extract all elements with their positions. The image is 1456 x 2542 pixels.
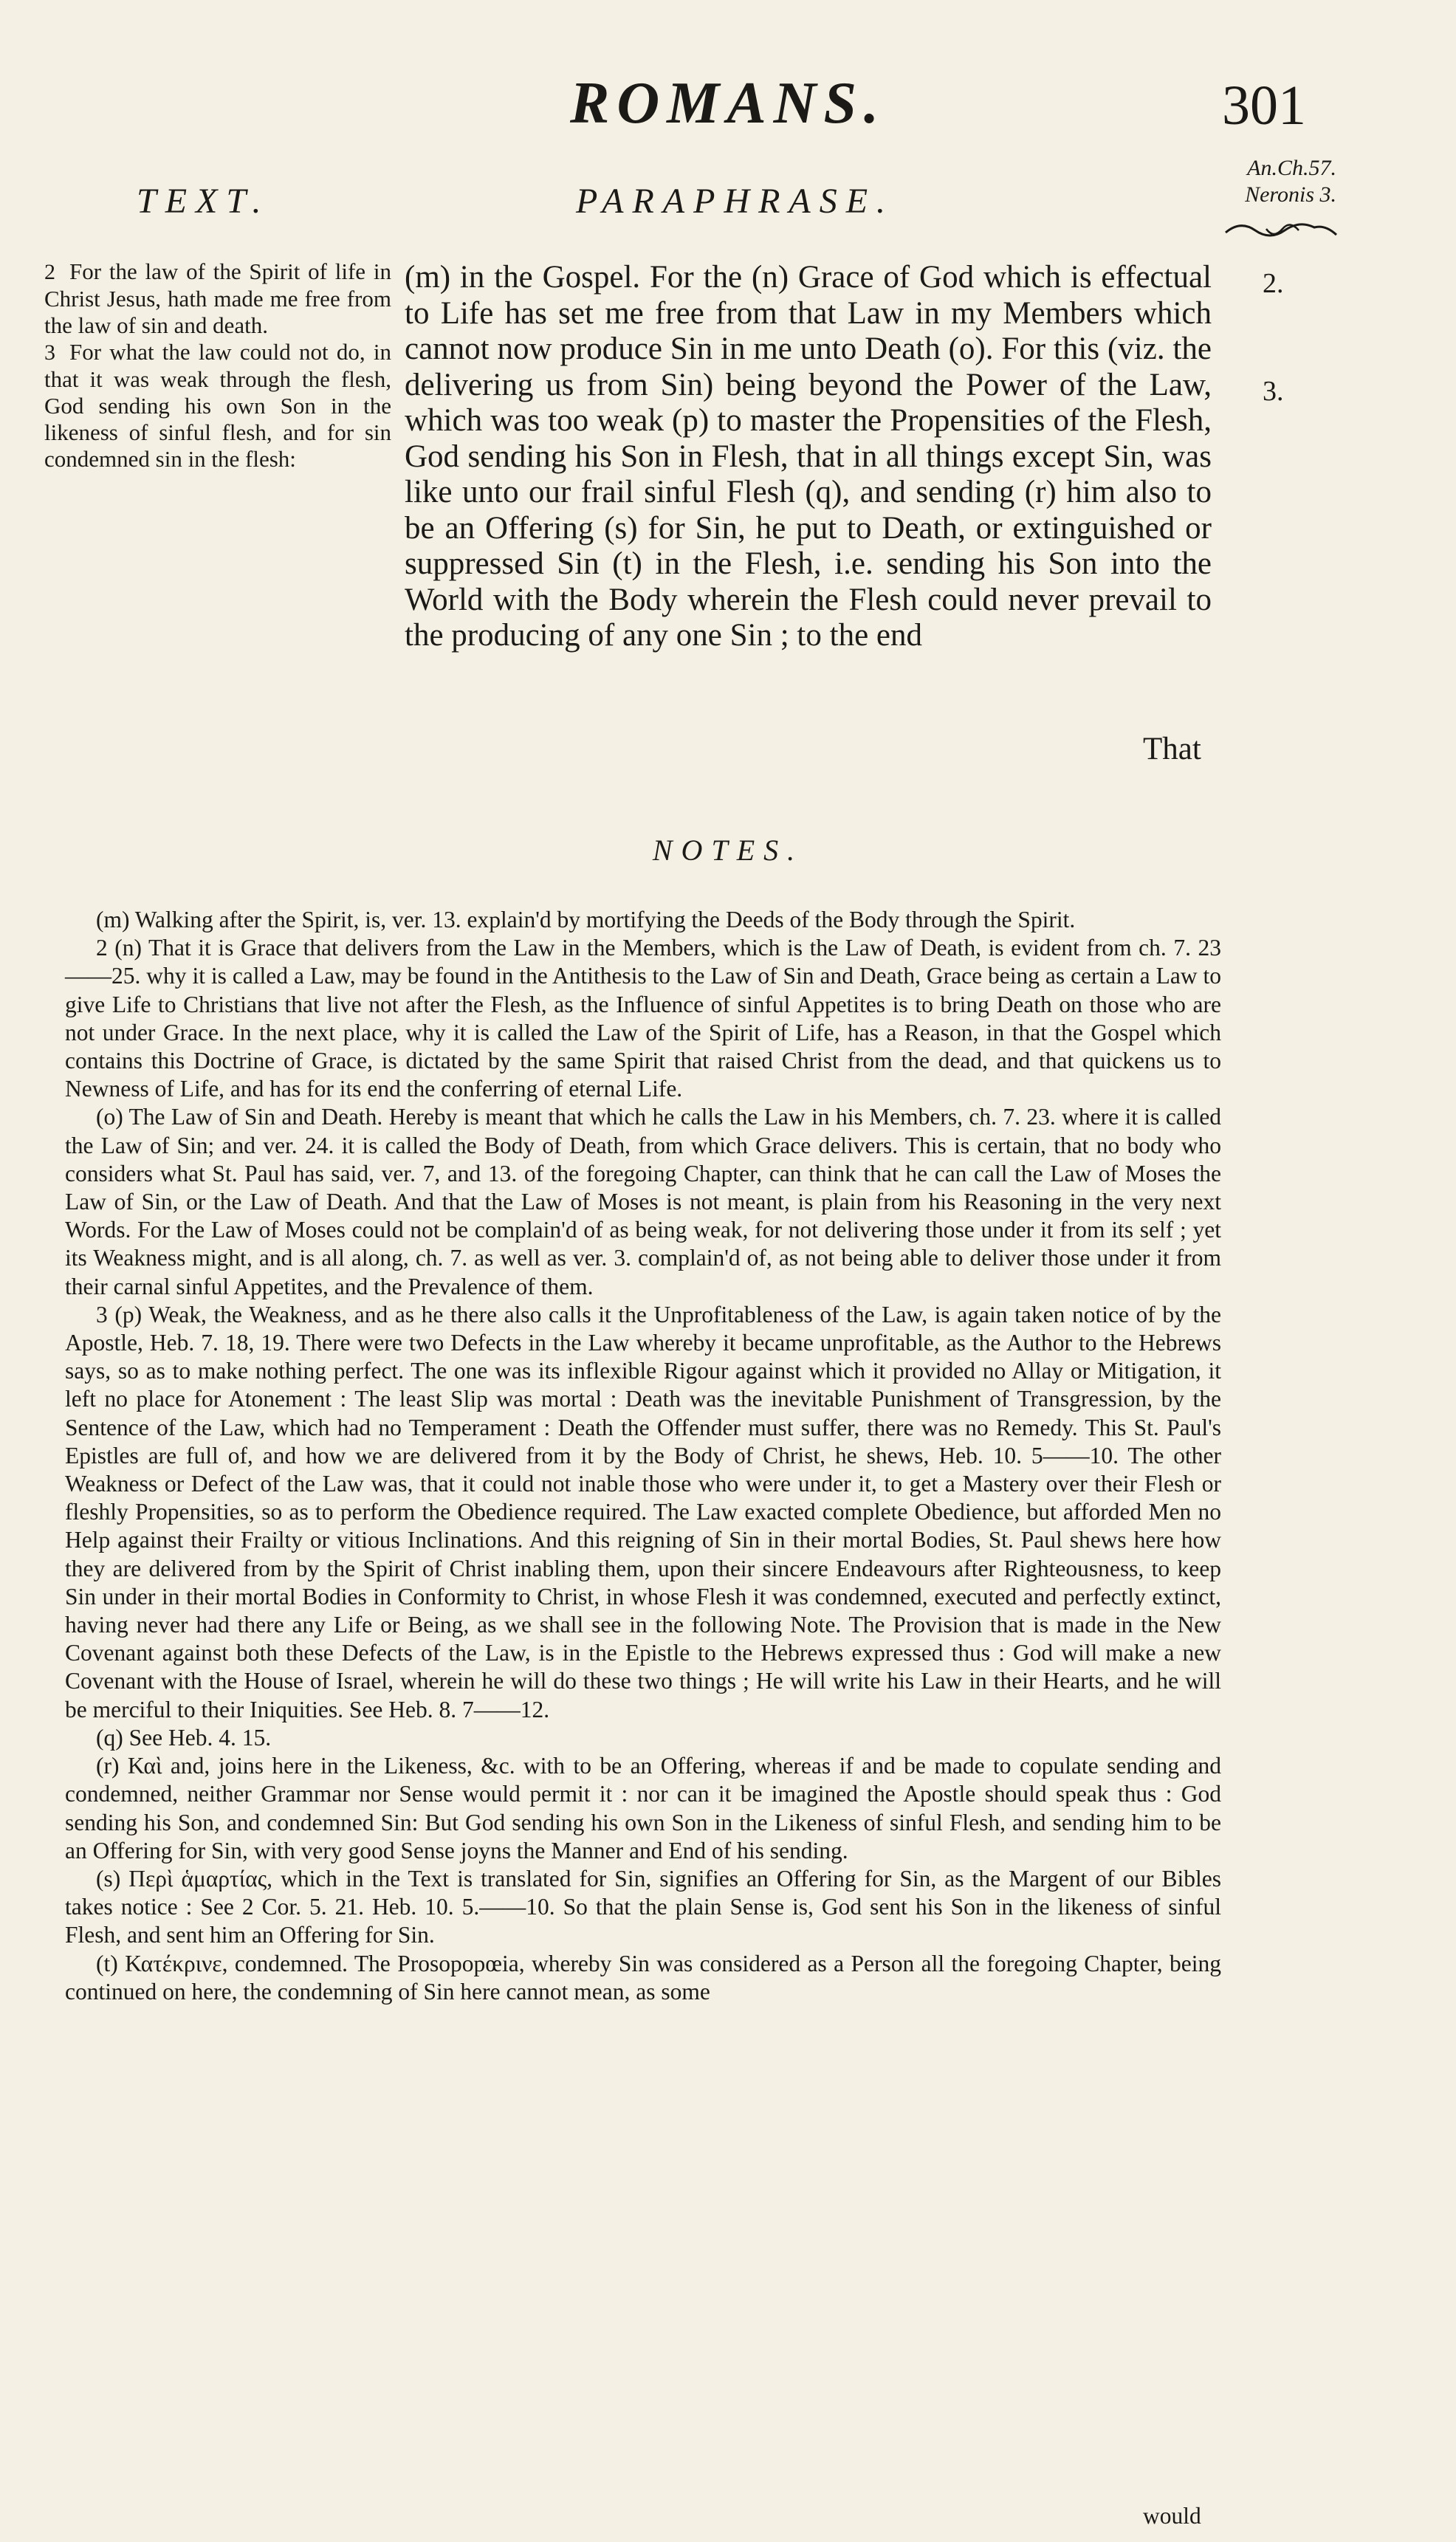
margin-verse-number: 2. bbox=[1263, 268, 1284, 299]
paraphrase-column bbox=[405, 260, 1212, 654]
paraphrase-heading: PARAPHRASE. bbox=[576, 182, 895, 221]
era-note-reign: Neronis 3. bbox=[1245, 182, 1336, 207]
note-paragraph: (o) The Law of Sin and Death. Hereby is meant that which he calls the Law in his Members, ch. 7. 23. where it is called the Law of Sin; and ver. 24. it is called the Body of Death, from which Grace delivers. This is certain, that no body who considers what St. Paul has said, ver. 7, and 13. of the foregoing Chapter, can think that he can call the Law of Moses the Law of Sin, or the Law of Death. And that the Law of Moses is not meant, is plain from his Reasoning in the very next Words. For the Law of Moses could not be complain'd of as being weak, for not delivering those under it from its self ; yet its Weakness might, and is all along, ch. 7. as well as ver. 3. complain'd of, as not being able to deliver those under it from their carnal sinful Appetites, and the Prevalence of them. bbox=[65, 1104, 1221, 1299]
notes-section bbox=[65, 906, 1221, 2006]
era-note bbox=[1218, 155, 1336, 208]
notes-heading: NOTES. bbox=[652, 834, 804, 867]
note-paragraph: 2 (n) That it is Grace that delivers from the Law in the Members, which is the Law of Death, is evident from ch. 7. 23——25. why it is called a Law, may be found in the Antithesis to the Law of Sin and Death, Grace being as certain a Law to give Life to Christians that live not after the Flesh, as the Influence of sinful Appetites is to bring Death on those who are not under Grace. In the next place, why it is called the Law of the Spirit of Life, has a Reason, in that the Gospel which contains this Doctrine of Grace, is dictated by the same Spirit that raised Christ from the dead, and that quickens us to Newness of Life, and has for its end the conferring of eternal Life. bbox=[65, 935, 1221, 1102]
verse-text: For what the law could not do, in that it was weak through the flesh, God sending his own Son in the likeness of sinful flesh, and for sin condemned sin in the flesh: bbox=[44, 339, 391, 472]
flourish-ornament-icon bbox=[1222, 214, 1340, 244]
note-paragraph: (t) Κατέκρινε, condemned. The Prosopopœia, whereby Sin was considered as a Person all the foregoing Chapter, being continued on here, the condemning of Sin here cannot mean, as some bbox=[65, 1950, 1221, 2005]
text-verse bbox=[44, 258, 391, 339]
text-verse bbox=[44, 339, 391, 473]
text-heading: TEXT. bbox=[137, 182, 270, 221]
note-paragraph: 3 (p) Weak, the Weakness, and as he there also calls it the Unprofitableness of the Law, is again taken notice of by the Apostle, Heb. 7. 18, 19. There were two Defects in the Law whereby it became unprofitable, as the Author to the Hebrews says, so as to make nothing perfect. The one was its inflexible Rigour against which it provided no Allay or Mitigation, it left no place for Atonement : The least Slip was mortal : Death was the inevitable Punishment of Transgression, by the Sentence of the Law, which had no Temperament : Death the Offender must suffer, there was no Remedy. This St. Paul's Epistles are full of, and how we are delivered from it by the Body of Christ, he shews, Heb. 10. 5——10. The other Weakness or Defect of the Law was, that it could not inable those who were under it, to get a Mastery over their Flesh or fleshly Propensities, so as to perform the Obedience required. The Law exacted complete Obedience, but afforded Men no Help against their Frailty or vitious Inclinations. And this reigning of Sin in their mortal Bodies, St. Paul shews here how they are delivered from by the Spirit of Christ inabling them, upon their sincere Endeavours after Righteousness, to keep Sin under in their mortal Bodies in Conformity to Christ, in whose Flesh it was condemned, executed and perfectly extinct, having never had there any Life or Being, as we shall see in the following Note. The Provision that is made in the New Covenant against both these Defects of the Law, is in the Epistle to the Hebrews expressed thus : God will make a new Covenant with the House of Israel, wherein he will do these two things ; He will write his Law in their Hearts, and he will be merciful to their Iniquities. See Heb. 8. 7——12. bbox=[65, 1301, 1221, 1722]
era-note-year: An.Ch.57. bbox=[1247, 156, 1336, 180]
text-column bbox=[44, 258, 391, 473]
note-paragraph: (s) Περὶ ἁμαρτίας, which in the Text is translated for Sin, signifies an Offering for Sin, as the Margent of our Bibles takes notice : See 2 Cor. 5. 21. Heb. 10. 5.——10. So that the plain Sense is, God sent his Son in the likeness of sinful Flesh, and sent him an Offering for Sin. bbox=[65, 1865, 1221, 1948]
verse-text: For the law of the Spirit of life in Christ Jesus, hath made me free from the law of sin and death. bbox=[44, 258, 391, 338]
note-paragraph: (m) Walking after the Spirit, is, ver. 13. explain'd by mortifying the Deeds of the Body through the Spirit. bbox=[96, 907, 1076, 932]
note-paragraph: (q) See Heb. 4. 15. bbox=[96, 1724, 272, 1751]
paraphrase-catchword: That bbox=[1143, 732, 1201, 766]
running-title: ROMANS. bbox=[570, 71, 886, 136]
paraphrase-text: (m) in the Gospel. For the (n) Grace of God which is effectual to Life has set me free from that Law in my Members which cannot now produce Sin in me unto Death (o). For this (viz. the delivering us from Sin) being beyond the Power of the Law, which was too weak (p) to master the Propensities of the Flesh, God sending his Son in Flesh, that in all things except Sin, was like unto our frail sinful Flesh (q), and sending (r) him also to be an Offering (s) for Sin, he put to Death, or extinguished or suppressed Sin (t) in the Flesh, i.e. sending his Son into the World with the Body wherein the Flesh could never prevail to the producing of any one Sin ; to the end bbox=[405, 260, 1212, 653]
margin-verse-number: 3. bbox=[1263, 376, 1284, 407]
verse-number: 3 bbox=[44, 340, 55, 365]
notes-catchword: would bbox=[1143, 2503, 1201, 2529]
verse-number: 2 bbox=[44, 260, 55, 284]
note-paragraph: (r) Καὶ and, joins here in the Likeness, &c. with to be an Offering, whereas if and be made to copulate sending and condemned, neither Grammar nor Sense would permit it : nor can it be imagined the Apostle should speak thus : God sending his Son, and condemned Sin: But God sending his own Son in the Likeness of sinful Flesh, and sending him to be an Offering for Sin, with very good Sense joyns the Manner and End of his sending. bbox=[65, 1753, 1221, 1863]
page-number: 301 bbox=[1222, 75, 1306, 137]
